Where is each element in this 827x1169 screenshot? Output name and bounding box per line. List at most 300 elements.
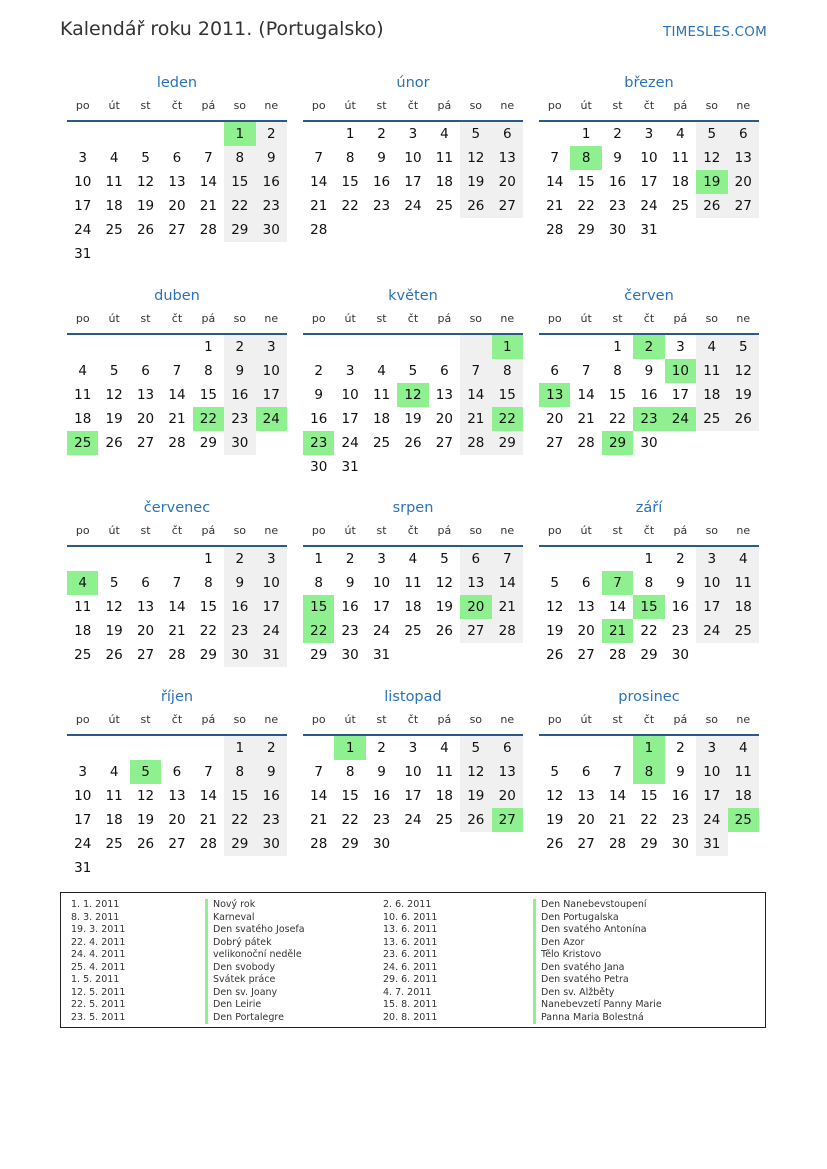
day-cell: 15 [199, 599, 217, 615]
day-cell: 9 [256, 760, 287, 784]
day-cell: 24 [640, 198, 658, 214]
day-cell: 10 [696, 760, 727, 784]
holiday-day-cell: 12 [397, 383, 428, 407]
month-name: prosinec [618, 689, 680, 705]
day-cell: 18 [435, 788, 453, 804]
weekday-label: so [233, 524, 247, 537]
month-name: květen [388, 288, 438, 304]
day-cell: 12 [728, 359, 759, 383]
empty-cell [161, 736, 192, 760]
day-cell: 7 [314, 150, 323, 166]
day-cell: 6 [172, 150, 182, 166]
day-cell: 5 [550, 764, 559, 780]
month-block [303, 686, 523, 856]
holiday-name: Den Azor [533, 937, 662, 950]
weekday-header [303, 523, 523, 543]
month-block [67, 686, 287, 880]
weekday-label: pá [437, 524, 452, 537]
day-cell: 3 [408, 126, 418, 142]
weekday-label: ne [736, 99, 751, 112]
empty-cell [429, 643, 460, 667]
weekday-label: st [140, 312, 151, 325]
weekday-label: čt [643, 524, 655, 537]
day-cell: 26 [105, 435, 123, 451]
weekday-label: út [580, 524, 592, 537]
weekday-label: ne [736, 713, 751, 726]
day-cell: 13 [492, 760, 523, 784]
day-cell: 17 [671, 387, 689, 403]
day-cell: 17 [372, 599, 391, 615]
day-cell: 25 [105, 836, 123, 852]
holiday-name: Den Portalegre [205, 1012, 305, 1025]
weekday-label: út [344, 713, 356, 726]
day-cell: 26 [546, 836, 564, 852]
day-cell: 4 [408, 551, 418, 567]
day-cell: 2 [613, 126, 622, 142]
weekday-header [303, 311, 523, 331]
empty-cell [539, 122, 570, 146]
day-cell: 6 [550, 363, 559, 379]
day-cell: 9 [613, 150, 622, 166]
day-cell: 29 [310, 647, 328, 663]
day-cell: 4 [377, 363, 386, 379]
day-cell: 14 [310, 788, 328, 804]
day-cell: 6 [141, 363, 150, 379]
day-cell: 30 [224, 643, 255, 667]
weekday-label: st [376, 312, 387, 325]
day-cell: 26 [136, 222, 155, 238]
month-name: leden [156, 75, 198, 91]
weekday-label: ne [264, 312, 279, 325]
day-cell: 7 [314, 764, 323, 780]
day-cell: 10 [404, 764, 422, 780]
day-cell: 7 [492, 547, 523, 571]
empty-cell [130, 856, 161, 880]
empty-cell [256, 242, 287, 266]
day-cell: 19 [728, 383, 759, 407]
day-cell: 27 [435, 435, 453, 451]
day-cell: 26 [136, 836, 155, 852]
day-cell: 24 [341, 435, 359, 451]
empty-cell [161, 122, 192, 146]
holiday-day-cell: 2 [633, 335, 664, 359]
weekday-label: so [233, 312, 247, 325]
day-cell: 4 [440, 126, 449, 142]
month-block [303, 285, 523, 479]
day-cell: 30 [310, 459, 328, 475]
empty-cell [397, 218, 428, 242]
weekday-header [539, 311, 759, 331]
day-cell: 9 [676, 575, 685, 591]
weekday-label: ne [500, 713, 515, 726]
day-cell: 6 [460, 547, 491, 571]
holiday-day-cell: 5 [130, 760, 161, 784]
empty-cell [130, 335, 161, 359]
holiday-day-cell: 22 [492, 407, 523, 431]
day-cell: 2 [314, 363, 323, 379]
day-cell: 29 [199, 435, 217, 451]
day-cell: 2 [345, 551, 355, 567]
holiday-date: 10. 6. 2011 [383, 911, 438, 923]
day-cell: 25 [728, 619, 759, 643]
weekday-label: so [469, 713, 483, 726]
day-cell: 3 [644, 126, 654, 142]
day-cell: 30 [256, 832, 287, 856]
day-cell: 25 [404, 623, 422, 639]
day-cell: 14 [199, 788, 217, 804]
day-cell: 31 [640, 222, 658, 238]
empty-cell [460, 335, 491, 359]
weekday-label: po [75, 713, 90, 726]
empty-cell [429, 832, 460, 856]
day-cell: 21 [199, 198, 217, 214]
holiday-name: Den svatého Jana [533, 962, 662, 975]
day-cell: 15 [492, 383, 523, 407]
day-cell: 12 [105, 387, 123, 403]
weekday-label: so [469, 312, 483, 325]
empty-cell [728, 218, 759, 242]
day-cell: 20 [136, 623, 155, 639]
day-cell: 30 [640, 435, 658, 451]
day-cell: 26 [546, 647, 564, 663]
holiday-day-cell: 15 [303, 595, 334, 619]
day-cell: 19 [105, 623, 123, 639]
weekday-label: so [705, 713, 719, 726]
empty-cell [161, 856, 192, 880]
holiday-day-cell: 25 [67, 431, 98, 455]
day-cell: 21 [577, 411, 595, 427]
day-cell: 31 [74, 860, 92, 876]
day-cell: 12 [105, 599, 123, 615]
day-cell: 28 [168, 435, 186, 451]
day-cell: 12 [435, 575, 453, 591]
holiday-date: 24. 6. 2011 [383, 961, 438, 973]
day-cell: 2 [377, 740, 386, 756]
day-cell: 19 [404, 411, 422, 427]
day-cell: 5 [550, 575, 559, 591]
day-cell: 6 [581, 764, 591, 780]
weekday-label: út [580, 312, 592, 325]
day-cell: 24 [74, 836, 92, 852]
day-cell: 2 [676, 551, 685, 567]
day-cell: 5 [141, 150, 150, 166]
empty-cell [98, 856, 129, 880]
day-cell: 28 [310, 836, 328, 852]
day-cell: 18 [105, 812, 123, 828]
day-cell: 3 [345, 363, 355, 379]
day-cell: 15 [577, 174, 595, 190]
day-cell: 18 [74, 623, 92, 639]
day-cell: 16 [224, 595, 255, 619]
day-cell: 27 [577, 647, 595, 663]
holiday-date: 15. 8. 2011 [383, 999, 438, 1010]
holiday-date: 4. 7. 2011 [383, 986, 432, 998]
weekday-label: st [612, 524, 623, 537]
holiday-date: 1. 1. 2011 [71, 899, 120, 910]
weekday-label: ne [736, 312, 751, 325]
day-cell: 22 [341, 198, 359, 214]
weekday-label: út [108, 524, 120, 537]
month-block [67, 497, 287, 667]
day-cell: 2 [676, 740, 685, 756]
holiday-day-cell: 25 [728, 808, 759, 832]
weekday-label: út [108, 312, 120, 325]
day-cell: 2 [224, 335, 255, 359]
day-cell: 4 [109, 764, 119, 780]
empty-cell [98, 736, 129, 760]
weekday-label: čt [407, 312, 419, 325]
day-cell: 31 [696, 832, 727, 856]
day-cell: 12 [696, 146, 727, 170]
day-cell: 14 [168, 599, 186, 615]
day-cell: 5 [696, 122, 727, 146]
day-cell: 6 [141, 575, 150, 591]
weekday-label: st [376, 713, 387, 726]
day-cell: 21 [199, 812, 217, 828]
holiday-dates-left [71, 899, 125, 1024]
empty-cell [602, 547, 633, 571]
day-cell: 23 [256, 808, 287, 832]
empty-cell [193, 122, 224, 146]
empty-cell [334, 218, 365, 242]
day-cell: 14 [577, 387, 595, 403]
day-cell: 16 [671, 788, 689, 804]
holiday-date: 22. 5. 2011 [71, 999, 126, 1010]
empty-cell [665, 218, 696, 242]
day-cell: 4 [728, 736, 759, 760]
day-cell: 24 [404, 812, 422, 828]
holiday-date: 23. 5. 2011 [71, 1011, 126, 1023]
day-grid [67, 335, 287, 455]
day-cell: 29 [640, 836, 658, 852]
day-cell: 17 [74, 198, 92, 214]
month-name: únor [396, 75, 430, 91]
site-logo-text[interactable]: TIMESLES.COM [663, 24, 767, 40]
day-cell: 1 [224, 736, 255, 760]
day-cell: 12 [546, 599, 564, 615]
day-cell: 9 [676, 764, 685, 780]
empty-cell [539, 335, 570, 359]
day-cell: 25 [372, 435, 391, 451]
day-cell: 13 [492, 146, 523, 170]
holiday-day-cell: 10 [665, 359, 696, 383]
weekday-header [67, 98, 287, 118]
holiday-name: Nanebevzetí Panny Marie [533, 999, 662, 1012]
day-cell: 25 [696, 407, 727, 431]
weekday-label: st [140, 99, 151, 112]
day-cell: 22 [341, 812, 359, 828]
weekday-label: po [75, 99, 90, 112]
day-cell: 19 [546, 812, 564, 828]
weekday-label: út [344, 524, 356, 537]
weekday-label: po [311, 713, 326, 726]
day-cell: 20 [728, 170, 759, 194]
holiday-day-cell: 1 [224, 122, 255, 146]
month-block [67, 285, 287, 455]
day-cell: 27 [168, 222, 186, 238]
day-cell: 19 [136, 812, 155, 828]
day-cell: 28 [168, 647, 186, 663]
weekday-label: čt [643, 713, 655, 726]
day-cell: 21 [168, 623, 186, 639]
day-cell: 21 [168, 411, 186, 427]
weekday-label: pá [673, 524, 688, 537]
weekday-label: po [547, 713, 562, 726]
empty-cell [256, 856, 287, 880]
day-cell: 1 [204, 551, 213, 567]
day-cell: 8 [613, 363, 622, 379]
day-cell: 16 [256, 170, 287, 194]
day-grid [67, 547, 287, 667]
day-cell: 20 [168, 812, 186, 828]
empty-cell [67, 736, 98, 760]
day-cell: 8 [492, 359, 523, 383]
day-cell: 5 [460, 736, 491, 760]
empty-cell [429, 455, 460, 479]
day-grid [539, 122, 759, 242]
day-cell: 8 [204, 575, 213, 591]
day-cell: 20 [492, 784, 523, 808]
day-cell: 16 [372, 788, 391, 804]
day-cell: 4 [728, 547, 759, 571]
weekday-label: ne [736, 524, 751, 537]
empty-cell [539, 736, 570, 760]
empty-cell [98, 335, 129, 359]
day-cell: 1 [204, 339, 213, 355]
weekday-label: út [108, 99, 120, 112]
weekday-label: st [140, 713, 151, 726]
day-cell: 7 [460, 359, 491, 383]
weekday-label: po [547, 99, 562, 112]
empty-cell [429, 218, 460, 242]
holiday-name: Den Nanebevstoupení [533, 899, 662, 912]
holiday-name: Den svobody [205, 962, 305, 975]
day-cell: 10 [404, 150, 422, 166]
day-cell: 6 [172, 764, 182, 780]
day-cell: 14 [546, 174, 564, 190]
holiday-date: 13. 6. 2011 [383, 924, 438, 935]
day-cell: 4 [78, 363, 87, 379]
day-cell: 9 [377, 764, 386, 780]
day-cell: 4 [109, 150, 119, 166]
day-cell: 27 [460, 619, 491, 643]
empty-cell [98, 242, 129, 266]
day-cell: 2 [256, 122, 287, 146]
month-name: březen [624, 75, 674, 91]
empty-cell [728, 431, 759, 455]
holiday-date: 1. 5. 2011 [71, 974, 120, 985]
weekday-label: st [376, 524, 387, 537]
holiday-day-cell: 29 [602, 431, 633, 455]
weekday-header [67, 712, 287, 732]
holiday-date: 22. 4. 2011 [71, 936, 126, 948]
weekday-label: pá [437, 713, 452, 726]
weekday-label: ne [500, 99, 515, 112]
holiday-name: Den svatého Antonína [533, 924, 662, 937]
weekday-label: so [705, 524, 719, 537]
holiday-day-cell: 13 [539, 383, 570, 407]
weekday-label: so [233, 99, 247, 112]
empty-cell [303, 736, 334, 760]
day-cell: 9 [224, 359, 255, 383]
empty-cell [67, 547, 98, 571]
weekday-label: po [75, 524, 90, 537]
day-cell: 1 [314, 551, 323, 567]
day-cell: 28 [546, 222, 564, 238]
day-cell: 2 [377, 126, 386, 142]
day-cell: 21 [310, 812, 328, 828]
day-cell: 23 [224, 619, 255, 643]
empty-cell [193, 242, 224, 266]
day-cell: 13 [460, 571, 491, 595]
day-cell: 30 [341, 647, 359, 663]
empty-cell [460, 643, 491, 667]
day-cell: 7 [172, 363, 182, 379]
empty-cell [570, 335, 601, 359]
day-cell: 22 [577, 198, 595, 214]
weekday-label: so [469, 524, 483, 537]
day-cell: 9 [644, 363, 654, 379]
day-cell: 29 [492, 431, 523, 455]
empty-cell [130, 736, 161, 760]
empty-cell [492, 455, 523, 479]
day-cell: 3 [78, 150, 87, 166]
empty-cell [224, 856, 255, 880]
weekday-label: po [547, 524, 562, 537]
weekday-label: po [75, 312, 90, 325]
weekday-label: út [344, 99, 356, 112]
day-cell: 16 [671, 599, 689, 615]
holiday-day-cell: 22 [303, 619, 334, 643]
day-cell: 4 [676, 126, 685, 142]
day-cell: 20 [546, 411, 564, 427]
weekday-label: čt [171, 312, 183, 325]
weekday-header [539, 712, 759, 732]
holiday-day-cell: 1 [633, 736, 664, 760]
holiday-date: 12. 5. 2011 [71, 986, 126, 998]
day-cell: 20 [577, 623, 595, 639]
month-name: září [635, 500, 663, 516]
day-cell: 5 [728, 335, 759, 359]
weekday-header [303, 98, 523, 118]
day-cell: 29 [224, 218, 255, 242]
day-cell: 26 [728, 407, 759, 431]
day-cell: 21 [608, 812, 627, 828]
day-cell: 7 [172, 575, 182, 591]
day-cell: 16 [372, 174, 391, 190]
day-cell: 23 [372, 198, 391, 214]
day-cell: 8 [224, 760, 255, 784]
day-cell: 3 [377, 551, 386, 567]
day-cell: 25 [435, 812, 453, 828]
empty-cell [98, 122, 129, 146]
day-cell: 27 [136, 435, 155, 451]
empty-cell [161, 242, 192, 266]
day-cell: 17 [696, 595, 727, 619]
empty-cell [193, 856, 224, 880]
weekday-label: pá [201, 524, 216, 537]
day-cell: 21 [460, 407, 491, 431]
empty-cell [397, 335, 428, 359]
empty-cell [492, 643, 523, 667]
day-cell: 28 [608, 836, 627, 852]
day-cell: 14 [310, 174, 328, 190]
empty-cell [334, 335, 365, 359]
holiday-list [60, 892, 766, 1028]
day-cell: 7 [550, 150, 559, 166]
day-cell: 24 [74, 222, 92, 238]
day-cell: 15 [224, 170, 255, 194]
